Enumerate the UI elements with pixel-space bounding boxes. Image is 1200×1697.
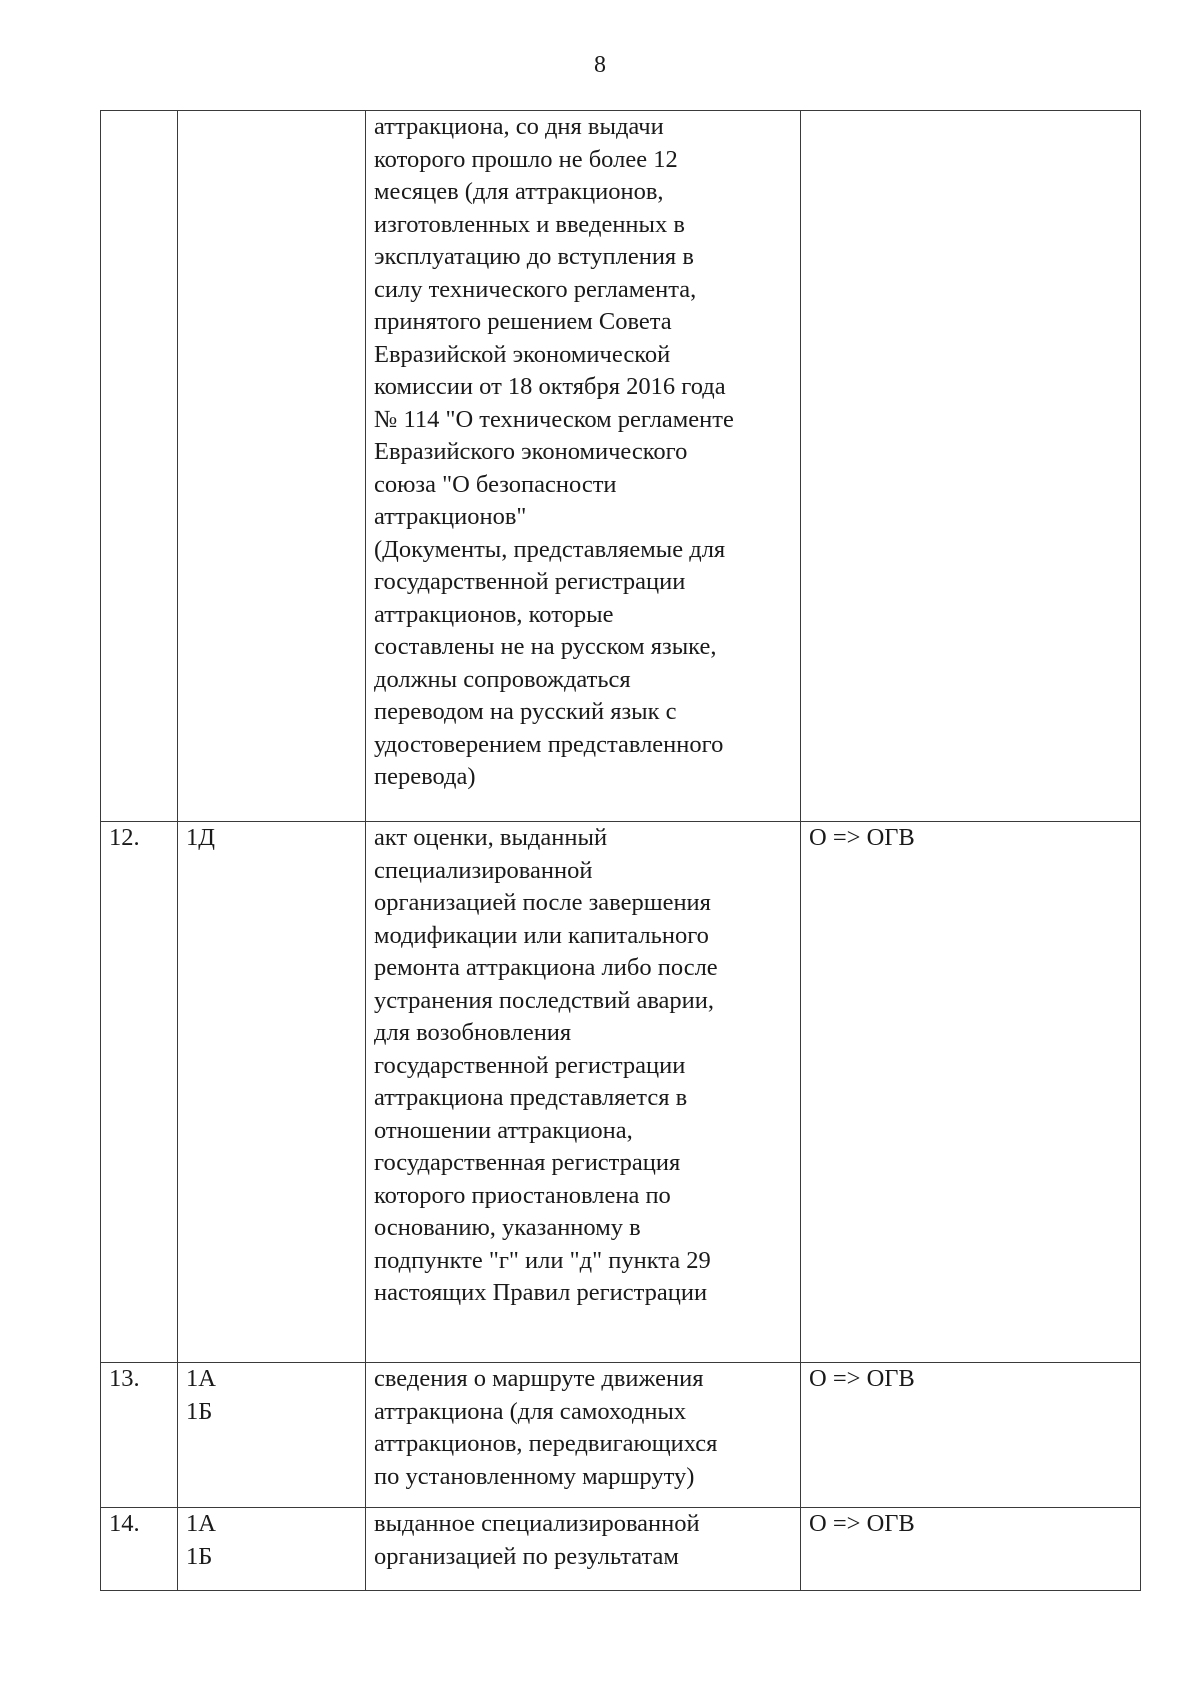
table-row [101, 1508, 1141, 1591]
category-line: 1А [186, 1510, 216, 1537]
description-line: сведения о маршруте движения [374, 1365, 704, 1392]
description-line: по установленному маршруту) [374, 1462, 695, 1490]
description-line: организацией по результатам [374, 1542, 679, 1570]
description-line: удостоверением представленного [374, 730, 724, 758]
description-line: аттракционов" [374, 503, 527, 530]
category-line: 1А [186, 1365, 216, 1392]
description-line: Евразийского экономического [374, 438, 688, 465]
description-line: для возобновления [374, 1019, 572, 1046]
category-line: 1Б [186, 1397, 213, 1425]
description-line: аттракциона, со дня выдачи [374, 113, 664, 140]
description-line: (Документы, представляемые для [374, 535, 726, 563]
description-line: № 114 "О техническом регламенте [374, 405, 734, 433]
description-line: комиссии от 18 октября 2016 года [374, 373, 726, 400]
description-line: отношении аттракциона, [374, 1116, 633, 1144]
row-description [366, 1363, 801, 1508]
table-row [101, 111, 1141, 822]
row-number [101, 111, 178, 822]
row-route: О => ОГВ [801, 822, 1141, 1363]
row-route: О => ОГВ [801, 1363, 1141, 1508]
description-line: силу технического регламента, [374, 275, 697, 303]
row-number: 13. [101, 1363, 178, 1508]
description-line: аттракционов, передвигающихся [374, 1430, 718, 1457]
description-line: месяцев (для аттракционов, [374, 178, 664, 205]
description-line: которого приостановлена по [374, 1181, 671, 1209]
description-line: перевода) [374, 763, 476, 790]
description-line: переводом на русский язык с [374, 698, 677, 725]
description-line: устранения последствий аварии, [374, 986, 715, 1014]
row-description [366, 111, 801, 822]
description-line: настоящих Правил регистрации [374, 1279, 708, 1306]
row-route: О => ОГВ [801, 1508, 1141, 1591]
description-line: аттракциона (для самоходных [374, 1397, 687, 1425]
description-line: подпункте "г" или "д" пункта 29 [374, 1246, 711, 1274]
description-line: акт оценки, выданный [374, 824, 608, 851]
page-number: 8 [594, 52, 606, 78]
description-line: должны сопровождаться [374, 665, 631, 693]
description-line: аттракционов, которые [374, 600, 614, 628]
category-line: 1Д [186, 824, 215, 851]
description-line: эксплуатацию до вступления в [374, 243, 694, 270]
document-table [100, 110, 1141, 1591]
description-line: изготовленных и введенных в [374, 210, 685, 238]
description-line: выданное специализированной [374, 1510, 700, 1537]
description-line: ремонта аттракциона либо после [374, 954, 718, 981]
table-row [101, 822, 1141, 1363]
table-row [101, 1363, 1141, 1508]
row-category [178, 1363, 366, 1508]
category-line: 1Б [186, 1542, 213, 1570]
description-line: составлены не на русском языке, [374, 633, 717, 660]
description-line: Евразийской экономической [374, 340, 671, 368]
description-line: государственная регистрация [374, 1149, 681, 1176]
row-category [178, 822, 366, 1363]
description-line: основанию, указанному в [374, 1214, 641, 1241]
description-line: государственной регистрации [374, 568, 686, 595]
description-line: государственной регистрации [374, 1051, 686, 1079]
row-category [178, 111, 366, 822]
description-line: принятого решением Совета [374, 308, 672, 335]
row-description [366, 1508, 801, 1591]
row-description [366, 822, 801, 1363]
description-line: союза "О безопасности [374, 470, 617, 498]
description-line: аттракциона представляется в [374, 1084, 688, 1111]
row-number: 12. [101, 822, 178, 1363]
description-line: организацией после завершения [374, 889, 711, 916]
description-line: специализированной [374, 856, 593, 884]
description-line: модификации или капитального [374, 921, 709, 949]
row-number: 14. [101, 1508, 178, 1591]
description-line: которого прошло не более 12 [374, 145, 678, 173]
row-route [801, 111, 1141, 822]
row-category [178, 1508, 366, 1591]
